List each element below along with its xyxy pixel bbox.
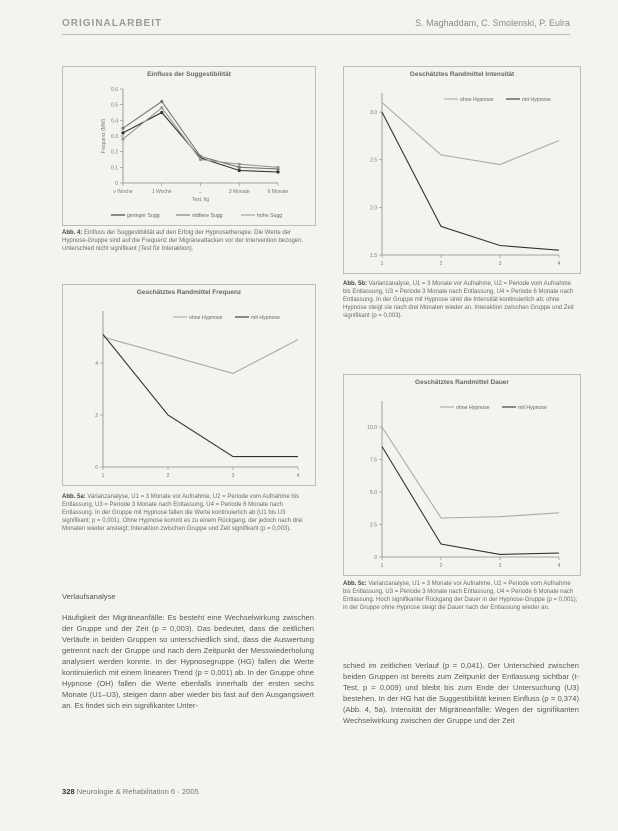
x-tick-label: 3 [498, 261, 502, 267]
x-tick-label: 6 Monate [267, 189, 289, 195]
y-tick-label: 4 [95, 361, 98, 367]
data-point [160, 100, 163, 103]
y-tick-label: 0.3 [111, 134, 118, 140]
y-tick-label: 3.0 [370, 110, 377, 117]
y-tick-label: 0.5 [111, 102, 118, 109]
data-point [238, 169, 241, 172]
y-tick-label: 1.5 [370, 253, 377, 259]
y-tick-label: 0 [115, 181, 118, 187]
data-point [238, 163, 241, 166]
y-tick-label: 5.0 [370, 490, 377, 496]
chart-duration [344, 385, 580, 575]
y-tick-label: 0.2 [111, 149, 118, 156]
series-line [103, 334, 298, 456]
legend-label: ohne Hypnose [456, 405, 490, 411]
x-tick-label: 1 [380, 563, 384, 569]
x-tick-label: 4 [557, 563, 561, 569]
y-tick-label: 7.5 [370, 457, 377, 464]
chart-suggestibility [63, 75, 315, 225]
chart-title: Geschätztes Randmittel Intensität [409, 71, 515, 78]
y-tick-label: 2 [95, 413, 98, 419]
x-tick-label: 1 Woche [151, 189, 172, 195]
page-number: 328 [62, 787, 75, 796]
page-footer [62, 787, 199, 796]
figure-suggestibility [62, 66, 316, 226]
chart-frequency [63, 295, 315, 485]
series-line [382, 427, 559, 518]
series-line [123, 113, 278, 173]
series-line [382, 103, 559, 165]
legend-label: mit Hypnose [518, 405, 547, 411]
legend-label: ohne Hypnose [460, 97, 494, 103]
x-tick-label: 2 [166, 473, 170, 479]
section-label: ORIGINALARBEIT [62, 18, 163, 29]
x-tick-label: 1 [101, 473, 105, 479]
caption-label: Abb. 5a: [62, 494, 86, 500]
caption-text: Varianzanalyse, U1 = 3 Monate vor Aufnahme, U2 = Periode vom Aufnahme bis Entlassung, U3 = Periode 3 Monate nach Entlassung, U4 = Periode 6 Monate nach Entlassung. In der Gruppe mit Hypnose fallen die Werte kontinuierlich ab (U1 bis U3 signifikant; p = 0,001). Ohne Hypnose kommt es zu einem Rückgang, der jedoch nach drei Monaten wieder ansteigt; Interaktion zwischen Gruppe und Zeit signifikant (p = 0,003). [62, 494, 303, 532]
y-tick-label: 2.5 [370, 522, 377, 529]
journal-name: Neurologie & Rehabilitation 6 · 2005 [76, 787, 199, 796]
data-point [121, 138, 124, 141]
caption-abb5c [343, 580, 579, 612]
chart-intensity [344, 77, 580, 273]
caption-abb4 [62, 229, 314, 253]
x-tick-label: ... [198, 189, 203, 195]
x-tick-label: 4 [557, 261, 561, 267]
x-tick-label: 3 [231, 473, 235, 479]
chart-title: Einfluss der Suggestibilität [147, 71, 231, 78]
caption-text: Einfluss der Suggestibilität auf den Erfolg der Hypnosetherapie. Die Werte der Hypnose-Gruppe sind auf die Frequenz der Migräneattacken vor der Intervention bezogen. Unterschied nicht signifikant (Test für Interaktion). [62, 230, 304, 252]
y-tick-label: 2.0 [370, 205, 377, 212]
data-point [121, 131, 124, 134]
series-line [382, 447, 559, 555]
chart-title: Geschätztes Randmittel Frequenz [136, 289, 242, 296]
body-text-right: schied im zeitlichen Verlauf (p = 0,041). Der Unterschied zwischen beiden Gruppen ist bereits zum Zeitpunkt der Entlassung sichtbar (t-Test, p = 0,009) und bleibt bis zum Ende der Untersuchung (U3) bestehen. In der HG hat die Suggestibilität keinen Einfluss (p = 0,374) (Abb. 4, 5a). Intensität der Migräneanfälle: Wegen der signifikanten Wechselwirkung zwischen der Gruppe und der Zeit [343, 661, 579, 725]
legend-label: mit Hypnose [251, 315, 280, 321]
y-tick-label: 0 [374, 555, 377, 561]
data-point [276, 166, 279, 169]
x-tick-label: 1 [380, 261, 384, 267]
legend-label: geringer Sugg [127, 213, 160, 219]
author-line: S. Maghaddam, C. Smolenski, P. Eulra [415, 18, 570, 28]
x-tick-label: v Woche [113, 189, 133, 195]
header-rule [62, 34, 570, 35]
caption-abb5a [62, 493, 314, 533]
chart-title: Geschätztes Randmittel Dauer [415, 379, 509, 386]
caption-abb5b [343, 280, 579, 320]
subheading: Verlaufsanalyse [62, 592, 116, 601]
y-tick-label: 0.6 [111, 87, 118, 93]
x-tick-label: 2 [439, 261, 443, 267]
series-line [103, 337, 298, 373]
caption-label: Abb. 5c: [343, 581, 367, 587]
x-tick-label: 2 [439, 563, 443, 569]
legend-label: ohne Hypnose [189, 315, 223, 321]
legend-label: mittlere Sugg [192, 213, 223, 219]
x-axis-label: Test, fig [191, 197, 210, 203]
x-tick-label: 4 [296, 473, 300, 479]
legend-label: mit Hypnose [522, 97, 551, 103]
figure-intensity [343, 66, 581, 274]
caption-label: Abb. 4: [62, 230, 83, 236]
caption-text: Varianzanalyse, U1 = 3 Monate vor Aufnahme, U2 = Periode vom Aufnahme bis Entlassung, U3 = Periode 3 Monate nach Entlassung, U4 = Periode 6 Monate nach Entlassung. In der Gruppe mit Hypnose sinkt die Intensität kontinuierlich ab; ohne Hypnose steigt sie nach drei Monaten wieder an. Interaktion zwischen Gruppe und Zeit signifikant (p = 0,003). [343, 281, 574, 319]
y-tick-label: 0 [95, 465, 98, 471]
y-tick-label: 10.0 [367, 425, 377, 431]
series-line [382, 112, 559, 250]
data-point [160, 106, 163, 109]
data-point [276, 170, 279, 173]
caption-text: Varianzanalyse, U1 = 3 Monate vor Aufnahme, U2 = Periode vom Aufnahme bis Entlassung, U3 = Periode 3 Monate nach Entlassung, U4 = Periode 6 Monate nach Entlassung. Hoch signifikanter Rückgang der Dauer in der Hypnose-Gruppe (p = 0,001); in der Gruppe ohne Hypnose steigt die Dauer nach der Entlassung wieder an. [343, 581, 578, 611]
x-tick-label: 3 [498, 563, 502, 569]
y-tick-label: 0.4 [111, 118, 118, 125]
x-tick-label: 3 Monate [228, 189, 250, 195]
caption-label: Abb. 5b: [343, 281, 367, 287]
figure-duration [343, 374, 581, 576]
data-point [121, 127, 124, 130]
legend-label: hohe Sugg [257, 213, 283, 219]
y-tick-label: 2.5 [370, 157, 377, 164]
data-point [160, 111, 163, 114]
data-point [238, 166, 241, 169]
y-axis-label: Frequenz (MW) [101, 118, 107, 154]
figure-frequency [62, 284, 316, 486]
y-tick-label: 0.1 [111, 165, 118, 172]
data-point [199, 158, 202, 161]
body-text-left: Häufigkeit der Migräneanfälle: Es besteht eine Wechselwirkung zwischen der Gruppe und der Zeit (p = 0,003). Das bedeutet, dass die zeitlichen Verläufe in beiden Gruppen so unterschiedlich sind, dass die Auswertung getrennt nach der Gruppe und nach dem Zeitpunkt der Messwiederholung analysiert werden konnte. In der Hypnosegruppe (HG) fallen die Werte kontinuierlich mit einem linearen Trend (p = 0,001) ab. In der Gruppe ohne Hypnose (OH) fallen die Werte ebenfalls innerhalb der ersten sechs Monate (U1–U3), steigen dann aber wieder bis fast auf den Ausgangswert an. Es findet sich ein signifikanter Unter- [62, 613, 314, 710]
